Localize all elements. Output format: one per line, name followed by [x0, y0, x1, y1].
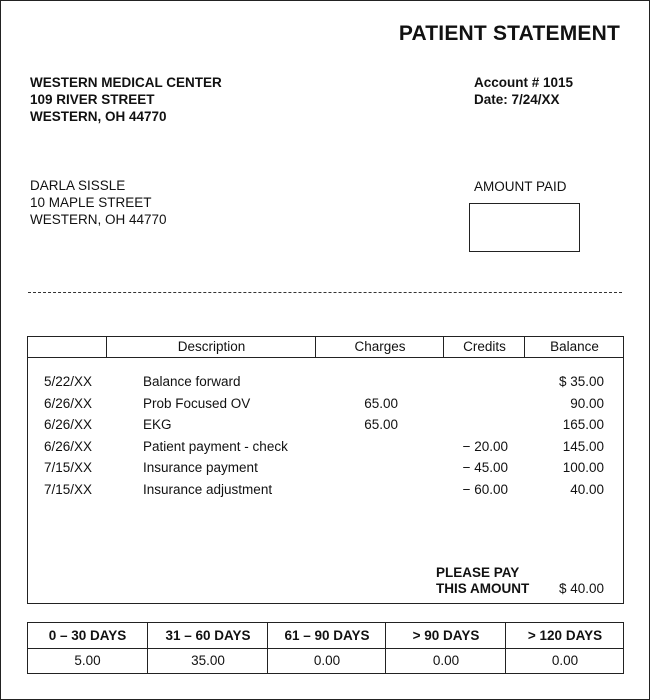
aging-value-31-60: 35.00 — [147, 648, 268, 673]
provider-name: WESTERN MEDICAL CENTER — [30, 75, 222, 90]
row-balance: 165.00 — [562, 417, 604, 432]
aging-table — [27, 622, 624, 674]
table-row — [28, 436, 623, 457]
row-date: 7/15/XX — [44, 460, 93, 475]
row-balance: 40.00 — [570, 481, 604, 497]
page-title: PATIENT STATEMENT — [398, 22, 620, 45]
row-description: Patient payment - check — [143, 438, 288, 454]
row-credits: − 60.00 — [462, 481, 508, 497]
row-charges: 65.00 — [364, 417, 398, 432]
aging-header-over-120: > 120 DAYS — [505, 623, 624, 649]
table-row — [28, 457, 623, 478]
row-credits: − 45.00 — [462, 460, 508, 475]
row-charges: 65.00 — [364, 395, 398, 411]
provider-city: WESTERN, OH 44770 — [30, 109, 167, 124]
aging-value-61-90: 0.00 — [267, 648, 386, 673]
header-date — [28, 337, 106, 357]
table-row — [28, 393, 623, 414]
patient-street: 10 MAPLE STREET — [30, 195, 152, 210]
row-balance: $ 35.00 — [558, 374, 604, 389]
statement-date: Date: 7/24/XX — [474, 92, 560, 107]
row-description: Insurance payment — [143, 460, 258, 475]
patient-name: DARLA SISSLE — [30, 178, 126, 193]
row-date: 6/26/XX — [44, 438, 93, 454]
header-description: Description — [106, 337, 316, 357]
patient-city: WESTERN, OH 44770 — [30, 212, 167, 227]
amount-paid-label: AMOUNT PAID — [474, 179, 567, 194]
row-description: EKG — [143, 417, 172, 432]
please-pay-amount: $ 40.00 — [558, 581, 604, 596]
header-balance: Balance — [524, 337, 624, 357]
aging-header-61-90: 61 – 90 DAYS — [267, 623, 386, 649]
row-description: Insurance adjustment — [143, 481, 273, 497]
aging-header-0-30: 0 – 30 DAYS — [28, 623, 147, 649]
please-pay-line2: THIS AMOUNT — [436, 581, 530, 596]
row-date: 5/22/XX — [44, 374, 93, 389]
patient-address — [30, 177, 167, 228]
row-date: 6/26/XX — [44, 395, 93, 411]
row-description: Prob Focused OV — [143, 395, 251, 411]
row-balance: 100.00 — [562, 460, 604, 475]
row-date: 6/26/XX — [44, 417, 93, 432]
table-row — [28, 371, 623, 392]
provider-street: 109 RIVER STREET — [30, 92, 155, 107]
row-credits: − 20.00 — [462, 438, 508, 454]
please-pay-line1: PLEASE PAY — [436, 565, 520, 580]
please-pay-label — [436, 565, 529, 597]
row-balance: 145.00 — [562, 438, 604, 454]
table-row — [28, 414, 623, 435]
account-info — [474, 74, 573, 108]
aging-value-0-30: 5.00 — [74, 653, 101, 668]
amount-paid-box[interactable] — [469, 203, 580, 252]
table-header-row — [28, 337, 623, 358]
aging-header-over-90: > 90 DAYS — [385, 623, 506, 649]
transactions-table — [27, 336, 624, 604]
header-charges: Charges — [315, 337, 444, 357]
table-row — [28, 479, 623, 500]
row-balance: 90.00 — [570, 395, 604, 411]
row-description: Balance forward — [143, 374, 241, 389]
account-number: Account # 1015 — [474, 75, 574, 90]
tear-line — [28, 292, 622, 293]
header-credits: Credits — [443, 337, 525, 357]
aging-value-over-90: 0.00 — [385, 648, 506, 673]
aging-header-31-60: 31 – 60 DAYS — [147, 623, 268, 649]
row-date: 7/15/XX — [44, 481, 93, 497]
provider-address — [30, 74, 222, 125]
aging-value-over-120: 0.00 — [505, 648, 624, 673]
